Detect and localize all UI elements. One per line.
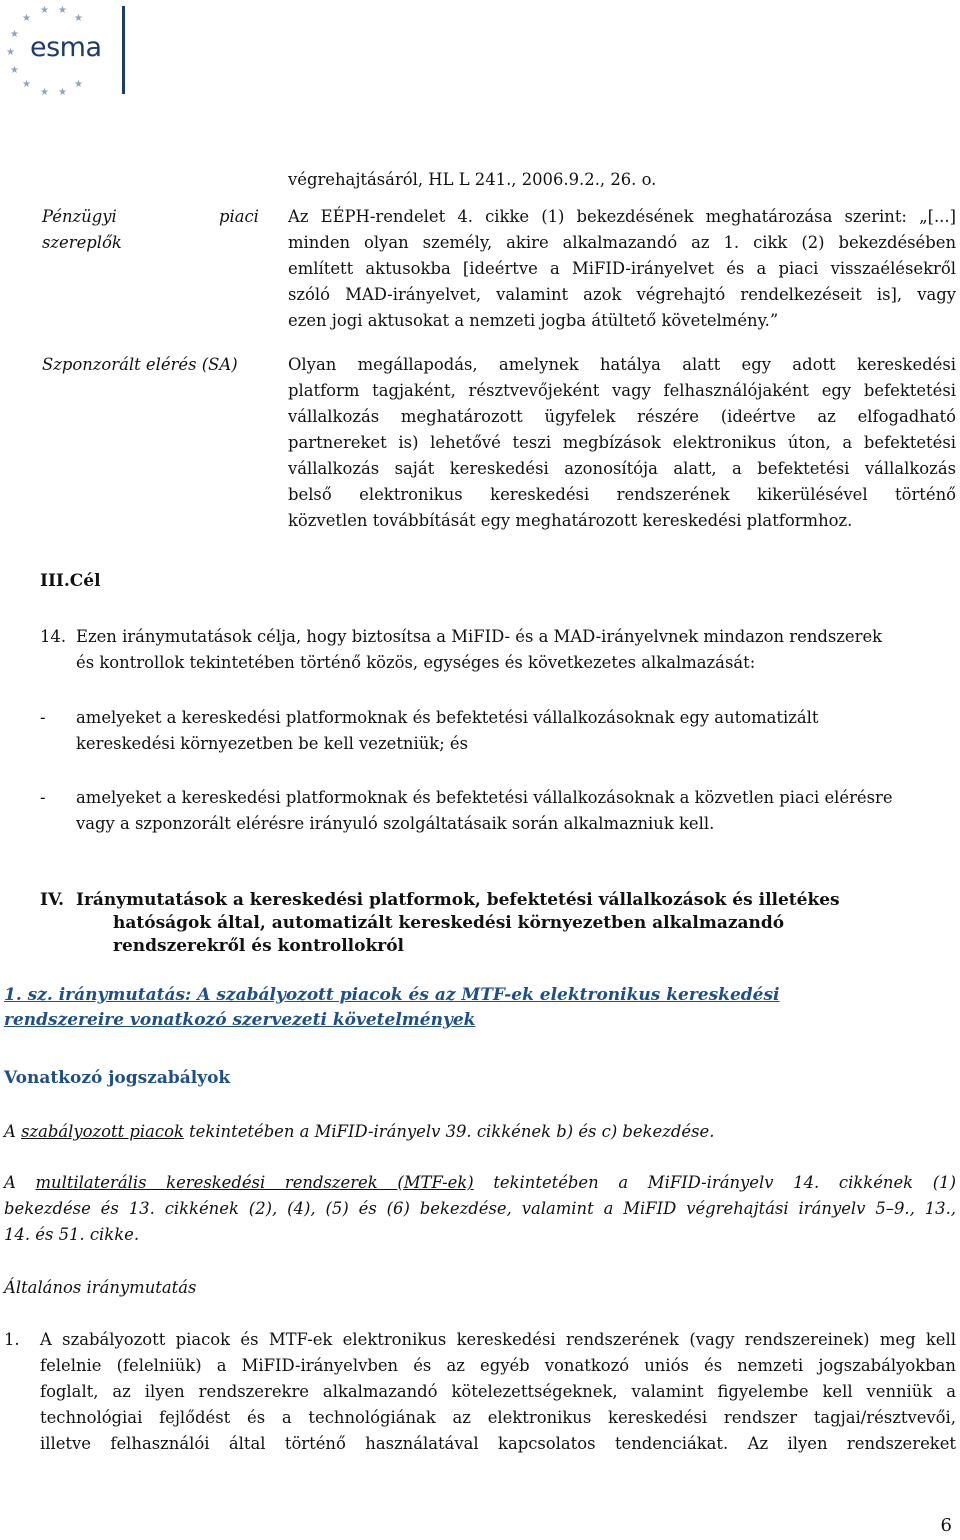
star-icon: ★ (10, 65, 19, 76)
definition-line: vállalkozás saját kereskedési azonosítója alatt, a befektetési vállalkozás (288, 459, 956, 478)
law-reference-2-line: bekezdése és 13. cikkének (2), (4), (5) és (6) bekezdése, valamint a MiFID végrehajtási irányelv 5–9., 13., (4, 1199, 956, 1218)
bullet-line: vagy a szponzorált elérésre irányuló szolgáltatásaik során alkalmazniuk kell. (76, 814, 715, 833)
law-reference-2-line: 14. és 51. cikke. (4, 1225, 140, 1244)
star-icon: ★ (22, 79, 31, 90)
section-3-heading (40, 571, 101, 591)
item-line: foglalt, az ilyen rendszerekre alkalmazandó kötelezettségeknek, valamint figyelembe kell venniük a (40, 1382, 956, 1401)
definition-continuation: végrehajtásáról, HL L 241., 2006.9.2., 26. o. (288, 170, 657, 189)
regulated-markets-link[interactable]: szabályozott piacok (21, 1122, 184, 1141)
definition-line: említett aktusokba [ideértve a MiFID-irányelvet és a piaci visszaélésekről (288, 259, 956, 278)
definition-term-1a: Pénzügyi (42, 207, 117, 226)
bullet-dash: - (40, 788, 46, 807)
section-4-number: IV. (40, 890, 65, 910)
definition-line: szóló MAD-irányelvet, valamint azok végrehajtó rendelkezéseit is], vagy (288, 285, 956, 304)
star-icon: ★ (58, 5, 67, 16)
section-title: Cél (69, 571, 101, 591)
logo-text: esma (30, 32, 102, 63)
definition-line: Olyan megállapodás, amelynek hatálya alatt egy adott kereskedési (288, 355, 956, 374)
section-4-title-line: Iránymutatások a kereskedési platformok, befektetési vállalkozások és illetékes (76, 890, 840, 910)
definition-text-1 (288, 204, 956, 334)
paragraph-number: 14. (40, 627, 67, 646)
paragraph-14-line: és kontrollok tekintetében történő közös, egységes és következetes alkalmazását: (76, 653, 756, 672)
paragraph-14-line: Ezen iránymutatások célja, hogy biztosítsa a MiFID- és a MAD-irányelvnek mindazon rendszerek (76, 627, 883, 646)
section-number: III. (40, 571, 70, 591)
general-guideline-heading: Általános iránymutatás (4, 1278, 197, 1297)
definition-line: Az EÉPH-rendelet 4. cikke (1) bekezdésének meghatározása szerint: „[...] (288, 207, 956, 226)
section-4-title-line: rendszerekről és kontrollokról (113, 936, 405, 956)
item-line: illetve felhasználói által történő használatával kapcsolatos tendenciákat. Az ilyen rendszereket (40, 1434, 956, 1453)
star-icon: ★ (40, 87, 49, 98)
star-icon: ★ (58, 87, 67, 98)
star-icon: ★ (74, 13, 83, 24)
definition-term-1b: piaci (219, 207, 259, 226)
item-line: A szabályozott piacok és MTF-ek elektronikus kereskedési rendszerének (vagy rendszereinek) meg kell (40, 1330, 956, 1349)
item-line: felelnie (felelniük) a MiFID-irányelvben és az egyéb vonatkozó uniós és nemzeti jogszabályokban (40, 1356, 956, 1375)
star-icon: ★ (22, 13, 31, 24)
law-suffix: tekintetében a MiFID-irányelv 39. cikkének b) és c) bekezdése. (183, 1122, 715, 1141)
bullet-line: amelyeket a kereskedési platformoknak és befektetési vállalkozásoknak a közvetlen piaci elérésre (76, 788, 893, 807)
section-4-title-line: hatóságok által, automatizált kereskedési környezetben alkalmazandó (113, 913, 785, 933)
definition-line: vállalkozás meghatározott ügyfelek részére (ideértve az elfogadható (288, 407, 956, 426)
definition-term-1c: szereplők (42, 233, 122, 252)
definition-line: belső elektronikus kereskedési rendszerének kikerülésével történő (288, 485, 956, 504)
law-reference-1 (4, 1119, 714, 1145)
page-number: 6 (940, 1515, 952, 1536)
item-1-text (40, 1327, 956, 1457)
definition-line: platform tagjaként, résztvevőjeként vagy felhasználójaként egy befektetési (288, 381, 956, 400)
law-prefix: A (4, 1173, 36, 1192)
bullet-line: amelyeket a kereskedési platformoknak és befektetési vállalkozásoknak egy automatizált (76, 708, 819, 727)
definition-line: minden olyan személy, akire alkalmazandó az 1. cikk (2) bekezdésében (288, 233, 956, 252)
item-line: technológiai fejlődést és a technológiának az elektronikus kereskedési rendszer tagjai/résztvevői, (40, 1408, 956, 1427)
guideline-1-title-line: 1. sz. iránymutatás: A szabályozott piacok és az MTF-ek elektronikus kereskedési (4, 985, 780, 1005)
law-suffix: tekintetében a MiFID-irányelv 14. cikkének (1) (473, 1173, 956, 1192)
definition-term-2: Szponzorált elérés (SA) (42, 355, 238, 374)
definition-line: ezen jogi aktusokat a nemzeti jogba átültető követelmény.” (288, 311, 779, 330)
logo-divider (122, 6, 125, 94)
definition-line: partnereket is) lehetővé teszi megbízások elektronikus úton, a befektetési (288, 433, 956, 452)
star-icon: ★ (10, 29, 19, 40)
guideline-1-title-line: rendszereire vonatkozó szervezeti követelmények (4, 1010, 476, 1030)
definition-text-2 (288, 352, 956, 534)
bullet-dash: - (40, 708, 46, 727)
star-icon: ★ (6, 47, 15, 58)
mtf-link[interactable]: multilaterális kereskedési rendszerek (MTF-ek) (35, 1173, 474, 1192)
definition-line: közvetlen továbbítását egy meghatározott kereskedési platformhoz. (288, 511, 853, 530)
relevant-law-heading: Vonatkozó jogszabályok (4, 1068, 231, 1088)
item-number: 1. (4, 1330, 20, 1349)
star-icon: ★ (74, 79, 83, 90)
bullet-line: kereskedési környezetben be kell vezetniük; és (76, 734, 469, 753)
law-prefix: A (4, 1122, 22, 1141)
law-reference-2 (4, 1170, 956, 1196)
star-icon: ★ (40, 5, 49, 16)
